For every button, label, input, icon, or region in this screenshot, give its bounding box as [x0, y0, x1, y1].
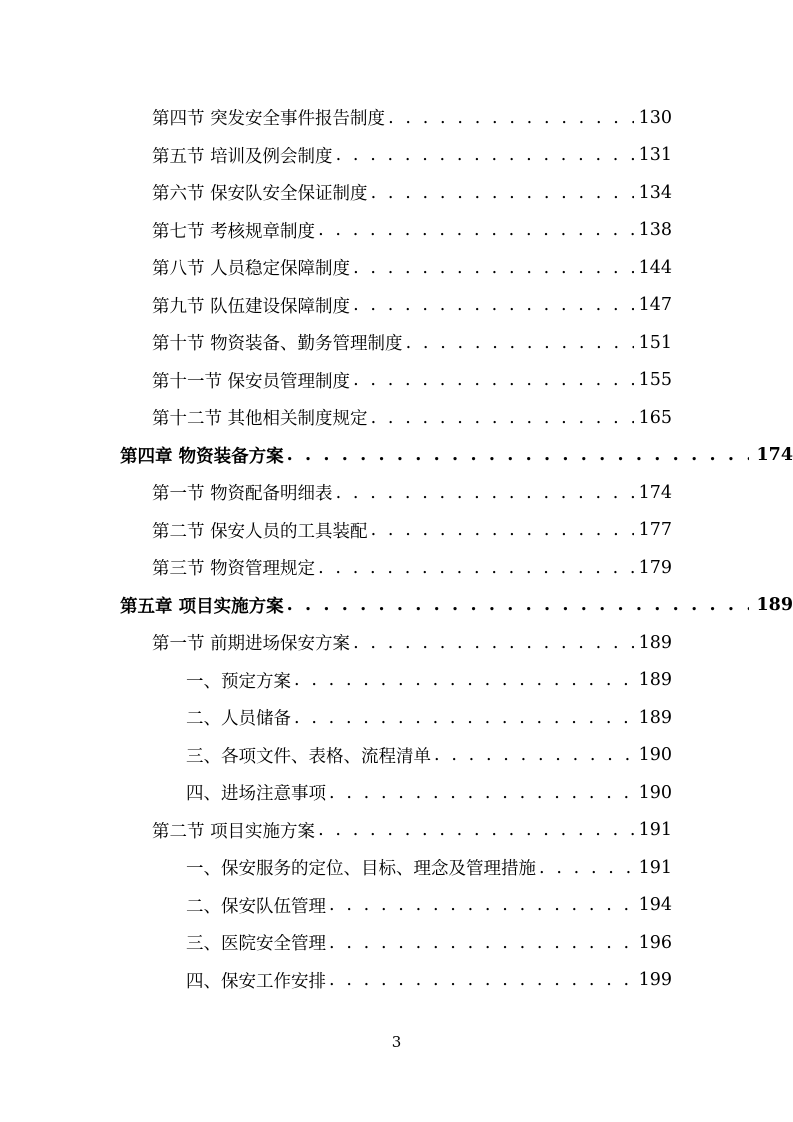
toc-entry-page: 134 [638, 182, 672, 203]
toc-entry[interactable] [0, 474, 672, 512]
leader-dots [388, 108, 634, 128]
toc-entry[interactable] [0, 512, 672, 550]
leader-dots [336, 483, 634, 503]
toc-subentry-page: 190 [638, 745, 672, 766]
toc-entry-page: 177 [638, 520, 672, 541]
toc-subentry-title: 二、人员储备 [186, 709, 291, 730]
toc-subentry[interactable] [0, 737, 672, 775]
toc-subentry-page: 191 [638, 857, 672, 878]
toc-subentry[interactable] [0, 887, 672, 925]
leader-dots [539, 858, 634, 878]
toc-entry-page: 130 [638, 107, 672, 128]
toc-subentry[interactable] [0, 924, 672, 962]
toc-entry[interactable] [0, 549, 672, 587]
leader-dots [318, 820, 634, 840]
toc-subentry[interactable] [0, 699, 672, 737]
leader-dots [353, 258, 634, 278]
toc-entry-title: 第六节 保安队安全保证制度 [152, 184, 368, 205]
toc-entry-title: 第一节 物资配备明细表 [152, 484, 333, 505]
toc-entry-title: 第十节 物资装备、勤务管理制度 [152, 334, 403, 355]
toc-entry[interactable] [0, 399, 672, 437]
toc-subentry-page: 189 [638, 670, 672, 691]
toc-entry-page: 189 [638, 632, 672, 653]
toc-entry-title: 第二节 保安人员的工具装配 [152, 521, 368, 542]
leader-dots [287, 595, 749, 615]
leader-dots [371, 520, 634, 540]
toc-entry[interactable] [0, 174, 672, 212]
toc-entry[interactable] [0, 362, 672, 400]
toc-entry[interactable] [0, 212, 672, 250]
toc-subentry-title: 三、医院安全管理 [186, 934, 326, 955]
leader-dots [434, 745, 634, 765]
toc-entry-title: 第七节 考核规章制度 [152, 221, 316, 242]
toc-entry-title: 第十二节 其他相关制度规定 [152, 409, 368, 430]
toc-entry-page: 131 [638, 145, 672, 166]
toc-subentry-title: 二、保安队伍管理 [186, 896, 326, 917]
leader-dots [318, 220, 634, 240]
toc-subentry[interactable] [0, 662, 672, 700]
toc-entry-title: 第二节 项目实施方案 [152, 821, 316, 842]
toc-subentry-title: 四、进场注意事项 [186, 784, 326, 805]
toc-entry-page: 155 [638, 370, 672, 391]
toc-subentry-title: 三、各项文件、表格、流程清单 [186, 746, 431, 767]
toc-entry-title: 第八节 人员稳定保障制度 [152, 259, 351, 280]
toc-entry-title: 第四节 突发安全事件报告制度 [152, 109, 386, 130]
toc-subentry[interactable] [0, 962, 672, 1000]
toc-entry-title: 第十一节 保安员管理制度 [152, 371, 351, 392]
toc-subentry-page: 194 [638, 895, 672, 916]
toc-subentry[interactable] [0, 849, 672, 887]
toc-chapter[interactable] [0, 587, 793, 625]
leader-dots [287, 445, 749, 465]
leader-dots [406, 333, 634, 353]
toc-entry-page: 191 [638, 820, 672, 841]
toc-entry-page: 174 [638, 482, 672, 503]
toc-entry-title: 第三节 物资管理规定 [152, 559, 316, 580]
toc-subentry-page: 199 [638, 970, 672, 991]
table-of-contents [0, 99, 793, 999]
leader-dots [371, 183, 634, 203]
toc-subentry-page: 196 [638, 932, 672, 953]
leader-dots [371, 408, 634, 428]
toc-entry[interactable] [0, 249, 672, 287]
toc-entry-page: 144 [638, 257, 672, 278]
leader-dots [294, 670, 634, 690]
leader-dots [353, 370, 634, 390]
leader-dots [329, 933, 634, 953]
toc-subentry[interactable] [0, 774, 672, 812]
toc-entry-page: 151 [638, 332, 672, 353]
toc-chapter-title: 第五章 项目实施方案 [120, 596, 284, 617]
toc-entry-page: 165 [638, 407, 672, 428]
leader-dots [336, 145, 634, 165]
toc-subentry-page: 190 [638, 782, 672, 803]
toc-chapter-page: 174 [756, 445, 793, 466]
toc-chapter[interactable] [0, 437, 793, 475]
leader-dots [353, 633, 634, 653]
toc-chapter-page: 189 [756, 595, 793, 616]
toc-entry-title: 第五节 培训及例会制度 [152, 146, 333, 167]
toc-subentry-page: 189 [638, 707, 672, 728]
toc-subentry-title: 一、保安服务的定位、目标、理念及管理措施 [186, 859, 536, 880]
toc-subentry-title: 一、预定方案 [186, 671, 291, 692]
toc-entry-title: 第一节 前期进场保安方案 [152, 634, 351, 655]
leader-dots [353, 295, 634, 315]
toc-entry[interactable] [0, 624, 672, 662]
toc-chapter-title: 第四章 物资装备方案 [120, 446, 284, 467]
toc-entry-page: 179 [638, 557, 672, 578]
toc-entry[interactable] [0, 137, 672, 175]
toc-subentry-title: 四、保安工作安排 [186, 971, 326, 992]
toc-entry-title: 第九节 队伍建设保障制度 [152, 296, 351, 317]
page-number: 3 [391, 1033, 402, 1051]
toc-entry[interactable] [0, 324, 672, 362]
toc-entry[interactable] [0, 812, 672, 850]
toc-entry[interactable] [0, 287, 672, 325]
leader-dots [318, 558, 634, 578]
toc-entry-page: 138 [638, 220, 672, 241]
leader-dots [294, 708, 634, 728]
leader-dots [329, 970, 634, 990]
leader-dots [329, 783, 634, 803]
toc-entry[interactable] [0, 99, 672, 137]
leader-dots [329, 895, 634, 915]
toc-entry-page: 147 [638, 295, 672, 316]
